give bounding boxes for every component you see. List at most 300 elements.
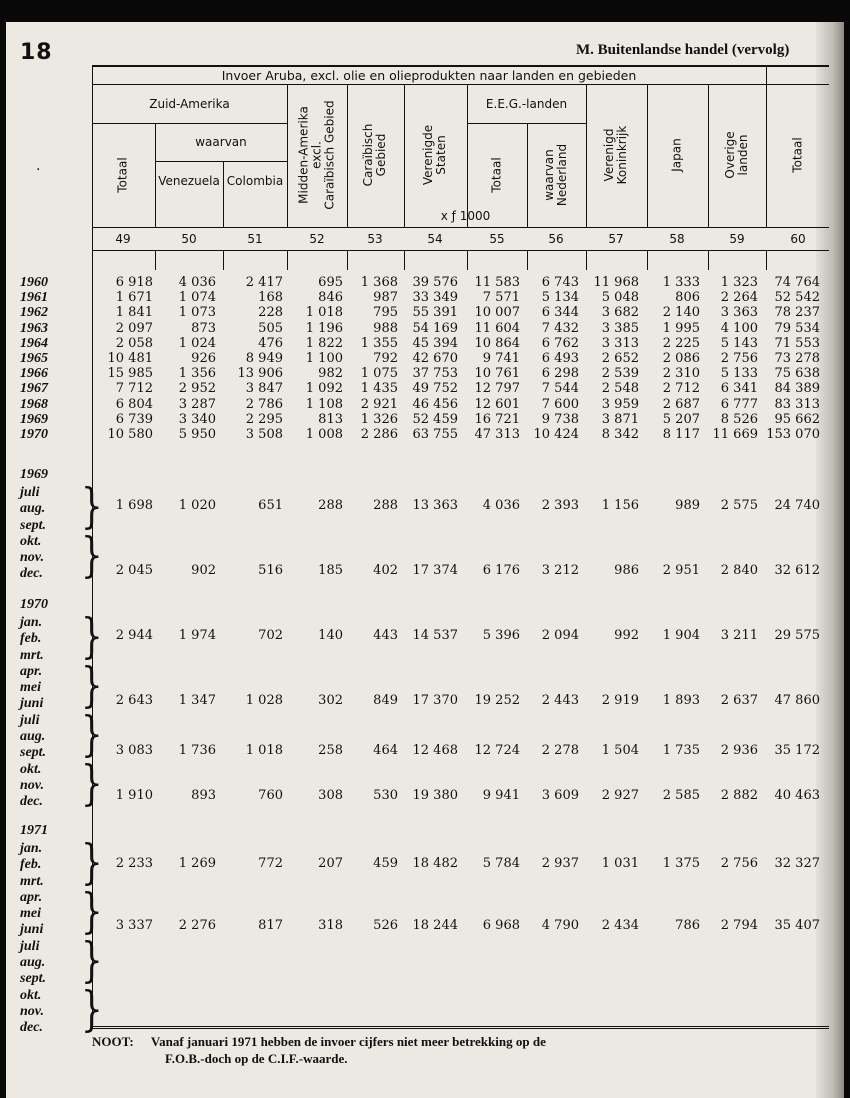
annual-cell: 846 (318, 290, 343, 306)
annual-cell: 7 432 (541, 320, 579, 336)
year-label-1970: 1970 (20, 427, 48, 443)
quarter-cell: 13 363 (412, 498, 458, 513)
quarter-cell: 308 (318, 788, 343, 803)
quarter-brace: } (81, 608, 103, 665)
annual-cell: 39 576 (412, 275, 458, 290)
annual-cell: 1 074 (178, 290, 216, 306)
quarter-cell: 185 (318, 563, 343, 578)
month-label: jan. (20, 841, 43, 856)
column-number-53: 53 (367, 232, 383, 246)
quarter-brace: } (81, 981, 103, 1038)
quarter-cell: 17 370 (412, 693, 458, 708)
month-label: aug. (20, 501, 46, 517)
month-label: juli (20, 712, 40, 728)
num-sep-8 (586, 250, 587, 270)
annual-cell: 8 117 (662, 427, 700, 443)
annual-cell: 2 310 (662, 366, 700, 382)
quarter-cell: 2 393 (541, 498, 579, 513)
quarter-cell: 464 (373, 743, 398, 758)
section-title: M. Buitenlandse handel (vervolg) (576, 42, 790, 58)
column-number-57: 57 (608, 232, 624, 246)
statistics-page (6, 22, 844, 1098)
quarter-cell: 3 211 (720, 628, 758, 643)
annual-cell: 1 196 (305, 320, 343, 336)
annual-cell: 2 086 (662, 351, 700, 367)
month-label: juli (20, 938, 40, 954)
annual-cell: 7 544 (541, 381, 579, 397)
month-label: feb. (20, 631, 42, 647)
annual-cell: 6 762 (541, 335, 579, 351)
column-number-50: 50 (181, 232, 197, 246)
quarter-cell: 443 (373, 628, 398, 643)
annual-cell: 2 058 (115, 335, 153, 351)
month-label: apr. (20, 663, 43, 679)
footnote-label: NOOT: (92, 1034, 134, 1049)
annual-cell: 8 342 (601, 427, 639, 443)
quarter-cell: 2 927 (601, 788, 639, 803)
annual-cell: 3 363 (720, 305, 758, 321)
quarter-cell: 402 (373, 563, 398, 578)
num-sep-1 (155, 250, 156, 270)
quarter-cell: 1 375 (662, 856, 700, 871)
quarter-cell: 849 (373, 693, 398, 708)
annual-cell: 695 (318, 275, 343, 290)
annual-cell: 5 048 (601, 290, 639, 306)
month-label: sept. (20, 971, 47, 987)
quarter-cell: 2 276 (178, 918, 216, 933)
column-number-52: 52 (309, 232, 325, 246)
annual-cell: 4 036 (178, 275, 216, 290)
quarter-cell: 1 735 (662, 743, 700, 758)
annual-cell: 505 (258, 320, 283, 336)
quarter-cell: 40 463 (774, 788, 820, 803)
quarter-cell: 1 018 (245, 743, 283, 758)
annual-cell: 16 721 (474, 411, 520, 427)
annual-column-60 (740, 275, 820, 442)
annual-cell: 11 604 (474, 320, 520, 336)
quarter-cell: 1 020 (178, 498, 216, 513)
month-label: sept. (20, 745, 47, 761)
quarter-cell: 6 176 (482, 563, 520, 578)
annual-cell: 6 341 (720, 381, 758, 397)
year-label-1962: 1962 (20, 305, 48, 321)
quarter-cell: 4 036 (482, 498, 520, 513)
annual-cell: 1 333 (662, 275, 700, 290)
num-sep-9 (647, 250, 648, 270)
annual-cell: 1 024 (178, 335, 216, 351)
annual-cell: 10 007 (474, 305, 520, 321)
quarter-cell: 9 941 (482, 788, 520, 803)
quarter-cell: 19 380 (412, 788, 458, 803)
annual-cell: 63 755 (412, 427, 458, 443)
annual-cell: 1 092 (305, 381, 343, 397)
quarter-cell: 5 784 (482, 856, 520, 871)
month-label: nov. (20, 1003, 44, 1019)
quarter-cell: 2 936 (720, 743, 758, 758)
quarter-cell: 2 937 (541, 856, 579, 871)
quarter-cell: 1 156 (601, 498, 639, 513)
col-line-h9 (647, 84, 648, 227)
annual-cell: 3 385 (601, 320, 639, 336)
annual-cell: 46 456 (412, 396, 458, 412)
caraibisch-header: Caraïbisch Gebied (361, 123, 388, 187)
column-number-56: 56 (548, 232, 564, 246)
month-label: juli (20, 485, 40, 500)
quarter-cell: 2 944 (115, 628, 153, 643)
month-label: aug. (20, 729, 46, 745)
quarter-cell: 2 443 (541, 693, 579, 708)
annual-cell: 11 669 (712, 427, 758, 443)
unit-label: x ƒ 1000 (440, 209, 491, 223)
col-line-h10 (708, 84, 709, 227)
month-label: apr. (20, 889, 43, 905)
quarter-cell: 288 (373, 498, 398, 513)
quarter-cell: 1 910 (115, 788, 153, 803)
quarter-cell: 2 840 (720, 563, 758, 578)
eeg-totaal-header: Totaal (489, 157, 504, 193)
annual-cell: 6 918 (115, 275, 153, 290)
col-line-h4 (347, 84, 348, 227)
month-label: mei (20, 680, 41, 696)
quarter-cell: 2 951 (662, 563, 700, 578)
annual-cell: 926 (191, 351, 216, 367)
quarter-cell: 4 790 (541, 918, 579, 933)
annual-cell: 84 389 (774, 381, 820, 397)
annual-cell: 54 169 (412, 320, 458, 336)
num-sep-4 (347, 250, 348, 270)
column-number-49: 49 (115, 232, 131, 246)
annual-cell: 12 797 (474, 381, 520, 397)
quarter-cell: 288 (318, 498, 343, 513)
col-line-h3 (287, 84, 288, 227)
annual-cell: 49 752 (412, 381, 458, 397)
annual-cell: 1 323 (720, 275, 758, 290)
year-label-1960: 1960 (20, 275, 48, 290)
quarter-cell: 2 575 (720, 498, 758, 513)
month-label: juni (20, 922, 44, 938)
annual-cell: 1 075 (360, 366, 398, 382)
table-bottom-rule (92, 1026, 829, 1027)
quarter-cell: 516 (258, 563, 283, 578)
annual-cell: 6 344 (541, 305, 579, 321)
month-label: juni (20, 696, 44, 712)
annual-cell: 71 553 (774, 335, 820, 351)
period-year-1969: 1969 (20, 467, 48, 482)
header-rule-unit (92, 227, 829, 228)
quarter-cell: 530 (373, 788, 398, 803)
month-label: dec. (20, 794, 43, 810)
quarter-cell: 47 860 (774, 693, 820, 708)
quarter-cell: 2 278 (541, 743, 579, 758)
quarter-cell: 459 (373, 856, 398, 871)
month-label: mei (20, 906, 41, 922)
period-year-1971: 1971 (20, 823, 48, 838)
annual-cell: 982 (318, 366, 343, 382)
quarter-cell: 29 575 (774, 628, 820, 643)
footnote-line-1: Vanaf januari 1971 hebben de invoer cijfers niet meer betrekking op de (150, 1034, 546, 1049)
annual-cell: 7 712 (115, 381, 153, 397)
quarter-cell: 1 893 (662, 693, 700, 708)
annual-cell: 1 326 (360, 411, 398, 427)
month-labels-1971 (20, 841, 46, 1037)
quarter-cell: 2 094 (541, 628, 579, 643)
annual-cell: 1 355 (360, 335, 398, 351)
quarter-brace: } (81, 755, 103, 812)
quarter-cell: 992 (614, 628, 639, 643)
annual-cell: 1 100 (305, 351, 343, 367)
year-label-1968: 1968 (20, 396, 48, 412)
num-sep-7 (527, 250, 528, 270)
midden-amerika-header: Midden-Amerika excl. Caraïbisch Gebied (296, 100, 337, 210)
annual-cell: 78 237 (774, 305, 820, 321)
quarter-cell: 19 252 (474, 693, 520, 708)
quarter-cell: 760 (258, 788, 283, 803)
quarter-cell: 17 374 (412, 563, 458, 578)
quarter-cell: 702 (258, 628, 283, 643)
quarter-cell: 1 028 (245, 693, 283, 708)
annual-cell: 9 738 (541, 411, 579, 427)
annual-cell: 3 340 (178, 411, 216, 427)
annual-cell: 1 108 (305, 396, 343, 412)
column-number-51: 51 (247, 232, 263, 246)
quarter-cell: 12 724 (474, 743, 520, 758)
quarter-cell: 2 434 (601, 918, 639, 933)
quarter-cell: 14 537 (412, 628, 458, 643)
quarter-cell: 32 327 (774, 856, 820, 871)
quarter-cell: 207 (318, 856, 343, 871)
page-edge-shadow (816, 22, 844, 1098)
num-sep-10 (708, 250, 709, 270)
table-top-rule (92, 65, 829, 67)
num-sep-5 (404, 250, 405, 270)
quarter-cell: 1 904 (662, 628, 700, 643)
waarvan-rule (155, 161, 287, 162)
quarter-cell: 3 212 (541, 563, 579, 578)
annual-cell: 795 (373, 305, 398, 321)
annual-cell: 4 100 (720, 320, 758, 336)
quarter-cell: 2 756 (720, 856, 758, 871)
annual-cell: 1 008 (305, 427, 343, 443)
waarvan-header: waarvan (195, 135, 247, 149)
annual-cell: 7 600 (541, 396, 579, 412)
column-number-58: 58 (669, 232, 685, 246)
quarter-cell: 302 (318, 693, 343, 708)
annual-cell: 1 356 (178, 366, 216, 382)
quarter-cell: 2 882 (720, 788, 758, 803)
quarter-cell: 1 974 (178, 628, 216, 643)
page-number: 18 (20, 40, 53, 65)
quarter-cell: 32 612 (774, 563, 820, 578)
annual-cell: 2 548 (601, 381, 639, 397)
quarter-cell: 526 (373, 918, 398, 933)
annual-cell: 3 287 (178, 396, 216, 412)
totaal-za-header: Totaal (115, 157, 130, 193)
annual-cell: 2 652 (601, 351, 639, 367)
annual-cell: 6 493 (541, 351, 579, 367)
quarter-cell: 1 698 (115, 498, 153, 513)
year-label-1964: 1964 (20, 335, 48, 351)
annual-cell: 10 761 (474, 366, 520, 382)
zuid-amerika-header: Zuid-Amerika (149, 97, 230, 111)
annual-cell: 2 687 (662, 396, 700, 412)
zuid-amerika-rule (92, 123, 287, 124)
quarter-cell: 3 083 (115, 743, 153, 758)
annual-cell: 228 (258, 305, 283, 321)
annual-cell: 2 417 (245, 275, 283, 290)
month-labels-1969 (20, 485, 46, 583)
quarter-cell: 986 (614, 563, 639, 578)
annual-cell: 47 313 (474, 427, 520, 443)
month-label: mrt. (20, 873, 44, 889)
month-label: okt. (20, 761, 42, 777)
annual-cell: 153 070 (766, 427, 820, 443)
annual-cell: 10 424 (533, 427, 579, 443)
quarter-cell: 2 643 (115, 693, 153, 708)
annual-cell: 55 391 (412, 305, 458, 321)
annual-cell: 806 (675, 290, 700, 306)
annual-cell: 2 921 (360, 396, 398, 412)
annual-cell: 3 847 (245, 381, 283, 397)
quarter-cell: 817 (258, 918, 283, 933)
nederland-header: waarvan Nederland (542, 143, 569, 207)
annual-cell: 2 140 (662, 305, 700, 321)
annual-cell: 12 601 (474, 396, 520, 412)
footnote (92, 1033, 546, 1067)
quarter-cell: 12 468 (412, 743, 458, 758)
year-label-1967: 1967 (20, 381, 48, 397)
footnote-line-2: F.O.B.-doch op de C.I.F.-waarde. (165, 1051, 348, 1066)
annual-cell: 2 225 (662, 335, 700, 351)
annual-cell: 10 864 (474, 335, 520, 351)
annual-cell: 1 995 (662, 320, 700, 336)
month-labels-1970 (20, 615, 46, 811)
annual-cell: 75 638 (774, 366, 820, 382)
quarter-brace: } (81, 834, 103, 891)
annual-cell: 2 264 (720, 290, 758, 306)
annual-cell: 52 542 (774, 290, 820, 306)
quarter-cell: 893 (191, 788, 216, 803)
annual-cell: 10 481 (107, 351, 153, 367)
quarter-cell: 2 794 (720, 918, 758, 933)
annual-cell: 10 580 (107, 427, 153, 443)
annual-cell: 45 394 (412, 335, 458, 351)
annual-cell: 792 (373, 351, 398, 367)
annual-cell: 813 (318, 411, 343, 427)
quarter-cell: 989 (675, 498, 700, 513)
annual-cell: 1 018 (305, 305, 343, 321)
annual-cell: 15 985 (107, 366, 153, 382)
annual-cell: 8 526 (720, 411, 758, 427)
month-label: nov. (20, 550, 44, 566)
annual-cell: 2 786 (245, 396, 283, 412)
annual-cell: 6 298 (541, 366, 579, 382)
annual-cell: 6 739 (115, 411, 153, 427)
quarter-cell: 3 609 (541, 788, 579, 803)
quarter-brace: } (81, 706, 103, 763)
month-label: okt. (20, 533, 42, 549)
year-label-1965: 1965 (20, 351, 48, 367)
quarter-cell: 35 172 (774, 743, 820, 758)
annual-cell: 168 (258, 290, 283, 306)
annual-cell: 3 871 (601, 411, 639, 427)
totaal-all-header: Totaal (790, 137, 805, 173)
quarter-cell: 24 740 (774, 498, 820, 513)
year-label-1961: 1961 (20, 290, 48, 306)
quarter-cell: 2 919 (601, 693, 639, 708)
annual-cell: 5 207 (662, 411, 700, 427)
annual-cell: 1 822 (305, 335, 343, 351)
header-rule-1 (92, 84, 829, 85)
quarter-brace: } (81, 883, 103, 940)
quarter-cell: 258 (318, 743, 343, 758)
num-sep-11 (766, 250, 767, 270)
col-line-h2 (223, 161, 224, 227)
annual-cell: 988 (373, 320, 398, 336)
quarter-cell: 1 031 (601, 856, 639, 871)
annual-cell: 3 508 (245, 427, 283, 443)
annual-cell: 6 743 (541, 275, 579, 290)
annual-cell: 476 (258, 335, 283, 351)
annual-cell: 74 764 (774, 275, 820, 290)
annual-cell: 2 097 (115, 320, 153, 336)
quarter-cell: 1 347 (178, 693, 216, 708)
annual-cell: 1 435 (360, 381, 398, 397)
annual-cell: 73 278 (774, 351, 820, 367)
annual-cell: 2 756 (720, 351, 758, 367)
annual-cell: 11 583 (474, 275, 520, 290)
column-number-59: 59 (729, 232, 745, 246)
num-sep-6 (467, 250, 468, 270)
month-label: feb. (20, 857, 42, 873)
annual-cell: 1 073 (178, 305, 216, 321)
quarter-cell: 1 504 (601, 743, 639, 758)
eeg-header: E.E.G.-landen (485, 97, 568, 111)
annual-cell: 5 143 (720, 335, 758, 351)
quarter-cell: 18 244 (412, 918, 458, 933)
annual-cell: 33 349 (412, 290, 458, 306)
annual-cell: 42 670 (412, 351, 458, 367)
quarter-cell: 1 736 (178, 743, 216, 758)
quarter-cell: 140 (318, 628, 343, 643)
column-number-54: 54 (427, 232, 443, 246)
annual-cell: 1 671 (115, 290, 153, 306)
quarter-cell: 6 968 (482, 918, 520, 933)
quarter-brace: } (81, 657, 103, 714)
month-label: sept. (20, 517, 47, 533)
annual-cell: 3 313 (601, 335, 639, 351)
month-label: jan. (20, 615, 43, 630)
period-year-1970: 1970 (20, 597, 48, 612)
annual-cell: 5 950 (178, 427, 216, 443)
quarter-cell: 3 337 (115, 918, 153, 933)
month-label: aug. (20, 955, 46, 971)
annual-cell: 2 539 (601, 366, 639, 382)
month-label: mrt. (20, 647, 44, 663)
annual-cell: 13 906 (237, 366, 283, 382)
month-label: nov. (20, 777, 44, 793)
annual-cell: 873 (191, 320, 216, 336)
annual-cell: 3 959 (601, 396, 639, 412)
annual-cell: 5 133 (720, 366, 758, 382)
year-label-1969: 1969 (20, 411, 48, 427)
japan-header: Japan (669, 138, 684, 172)
quarter-cell: 772 (258, 856, 283, 871)
table-bottom-rule-2 (92, 1028, 829, 1029)
annual-cell: 2 295 (245, 411, 283, 427)
column-number-55: 55 (489, 232, 505, 246)
quarter-cell: 1 269 (178, 856, 216, 871)
header-rule-numbers (92, 250, 829, 251)
